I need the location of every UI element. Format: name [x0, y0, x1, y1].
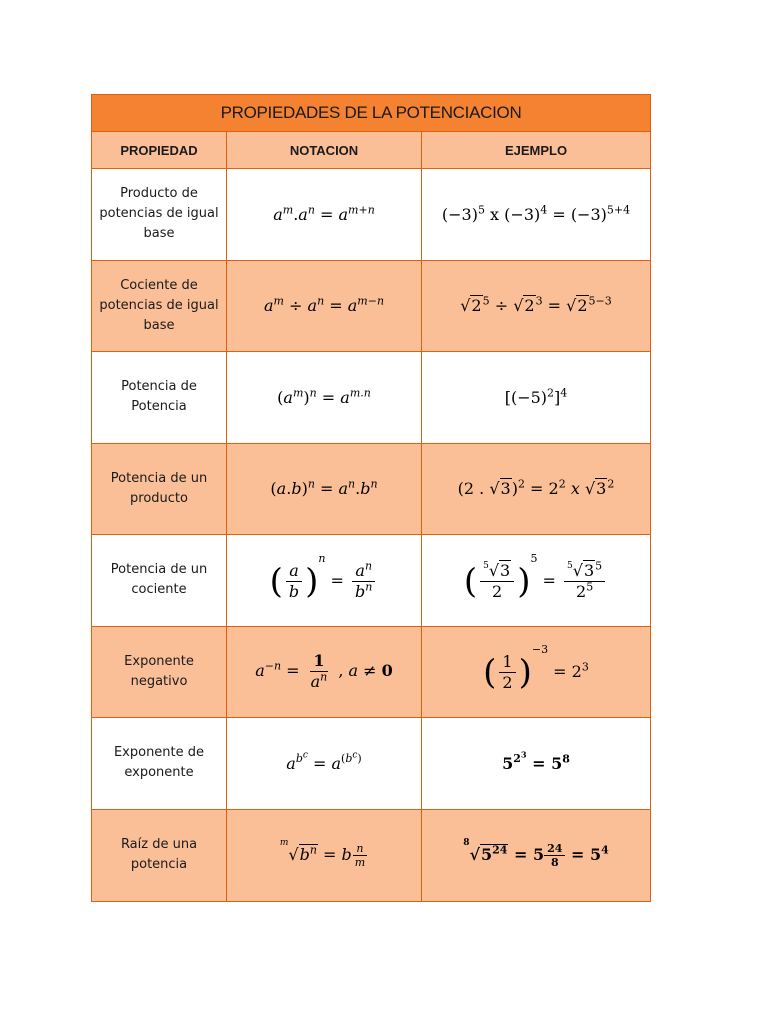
notation-formula: $a^{b^c} = a^{(b^c)}$	[227, 718, 422, 809]
properties-table	[91, 94, 651, 902]
notation-formula: $a^m \div a^n = a^{m-n}$	[227, 261, 422, 352]
property-name: Potencia de un producto	[92, 444, 227, 535]
example-formula: $^8√5^{24} = 5$ $\frac{24}{8}$ = $5^4$	[463, 837, 609, 869]
table-row	[92, 718, 650, 810]
notation-formula: $a^{-n}$ = $\frac{1}{a^n}$ , a ≠ 0	[227, 627, 422, 718]
property-name: Producto de potencias de igual base	[92, 169, 227, 260]
table-row	[92, 169, 650, 261]
notation-formula: $a^m.a^n = a^{m+n}$	[227, 169, 422, 260]
example-formula: $5^{2^3} = 5^8$	[502, 749, 570, 773]
header-notacion: NOTACION	[227, 132, 422, 168]
table-row	[92, 352, 650, 444]
example-formula: ( $\frac{^5√3}{2}$ )$^5$ = $\frac{^5√3^5}{2^5}$	[422, 535, 650, 626]
example-formula: (2 . $√3)^2 = 2^2$ x $√3^2$	[457, 477, 615, 499]
table-row	[92, 535, 650, 627]
property-name: Exponente negativo	[92, 627, 227, 718]
header-ejemplo: EJEMPLO	[504, 142, 568, 158]
table-title: PROPIEDADES DE LA POTENCIACION	[92, 95, 650, 132]
table-row	[92, 261, 650, 353]
table-row	[92, 444, 650, 536]
notation-formula: $^m√b^n = b$ $\frac{n}{m}$	[227, 810, 422, 902]
example-formula: $√2^5 \div √2^3 = √2^{5-3}$	[460, 294, 612, 316]
example-formula: ( $\frac{1}{2}$ )$^{-3} = 2^3$	[483, 643, 589, 693]
property-name: Raíz de una potencia	[92, 810, 227, 902]
property-name: Potencia de un cociente	[92, 535, 227, 626]
notation-formula: ( $\frac{a}{b}$ )$^n$ = $\frac{a^n}{b^n}$	[227, 535, 422, 626]
notation-formula: $(a.b)^n = a^n.b^n$	[227, 444, 422, 535]
property-name: Potencia de Potencia	[92, 352, 227, 443]
notation-formula: $(a^m)^n = a^{m.n}$	[227, 352, 422, 443]
table-row	[92, 627, 650, 719]
table-row	[92, 810, 650, 902]
example-formula: $[(-5)^2]^4$	[504, 386, 568, 407]
property-name: Exponente de exponente	[92, 718, 227, 809]
table-header-row	[92, 132, 650, 169]
example-formula: $(-3)^5$ x $(-3)^4 = (-3)^{5+4}$	[441, 203, 631, 224]
property-name: Cociente de potencias de igual base	[92, 261, 227, 352]
header-propiedad: PROPIEDAD	[92, 132, 227, 168]
